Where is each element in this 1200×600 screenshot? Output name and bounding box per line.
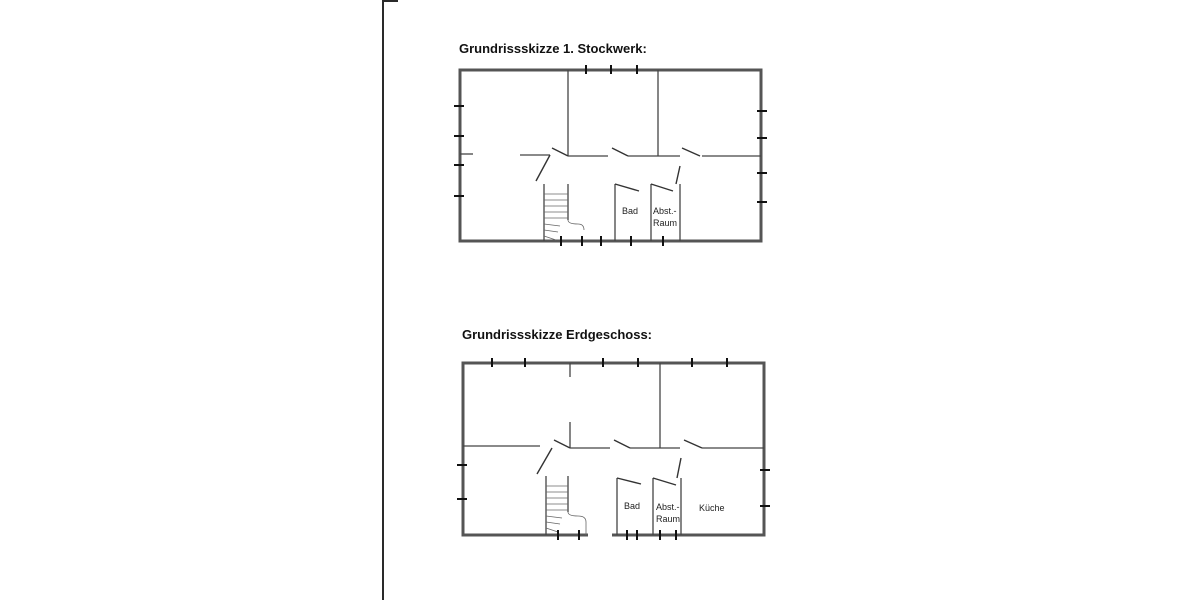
upper-floor-plan (440, 60, 780, 250)
kitchen-label: Küche (699, 503, 725, 513)
page-margin-line (382, 0, 384, 600)
door-swings (536, 148, 700, 191)
ground-floor-title: Grundrissskizze Erdgeschoss: (462, 327, 653, 342)
ground-floor-plan (440, 352, 780, 542)
staircase (544, 194, 584, 240)
upper-floor-title: Grundrissskizze 1. Stockwerk: (459, 41, 647, 56)
staircase (546, 486, 586, 535)
interior-walls (460, 70, 761, 241)
page-margin-tick (382, 0, 398, 2)
bath-label: Bad (624, 501, 641, 511)
storage-label-line2: Raum (656, 514, 681, 524)
storage-label-line1: Abst.- (656, 502, 680, 512)
bath-label: Bad (622, 206, 639, 216)
door-swings (537, 440, 702, 485)
storage-label-line1: Abst.- (653, 206, 677, 216)
storage-label-line2: Raum (653, 218, 678, 228)
